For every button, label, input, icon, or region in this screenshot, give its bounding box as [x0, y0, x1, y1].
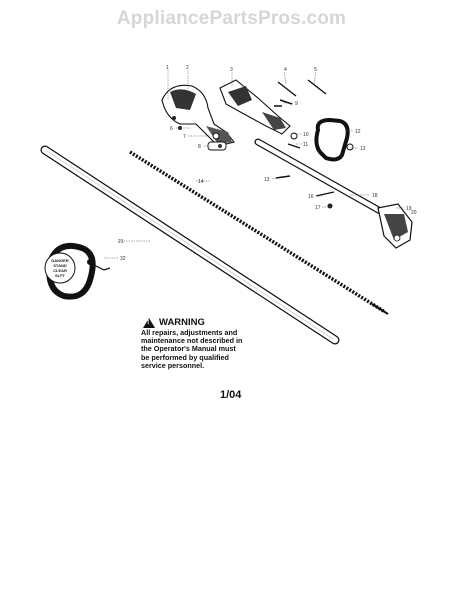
callout-8: 8 [198, 144, 201, 150]
warning-line: service personnel. [141, 360, 205, 370]
warning-line: be performed by qualified [141, 352, 229, 362]
page-number: 1/04 [220, 389, 242, 401]
callout-10: 10 [303, 132, 309, 138]
drive-shaft-housing [45, 150, 335, 340]
callout-17: 17 [315, 205, 321, 211]
callout-4: 4 [284, 67, 287, 73]
warning-triangle-icon [143, 318, 155, 328]
callout-18: 18 [372, 193, 378, 199]
loop-handle [316, 120, 347, 159]
callout-19: 19 [406, 206, 412, 212]
decal-line-2: STAND [53, 263, 67, 268]
decal-line-4: SLFT [55, 273, 65, 278]
callout-32: 32 [120, 256, 126, 262]
callout-13: 13 [360, 146, 366, 152]
callout-14: 14 [198, 179, 204, 185]
decal-line-3: CLEAR [53, 268, 67, 273]
warning-line: maintenance not described in [141, 336, 243, 346]
callout-9: 9 [295, 101, 298, 107]
warning-line: the Operator's Manual must [141, 344, 236, 354]
warning-heading [143, 318, 261, 328]
warning-notice [141, 318, 261, 370]
decal-line-1: DANGER [51, 258, 69, 263]
callout-16: 16 [308, 194, 314, 200]
callout-5: 5 [314, 67, 317, 73]
callout-7: 7 [183, 134, 186, 140]
callout-21: 21 [118, 239, 124, 245]
handle-assembly [162, 80, 290, 146]
callout-6: 6 [170, 126, 173, 132]
callout-20: 20 [411, 210, 417, 216]
callout-3: 3 [230, 67, 233, 73]
watermark: AppliancePartsPros.com [116, 8, 347, 29]
callout-13b: 13 [264, 177, 270, 183]
warning-line: All repairs, adjustments and [141, 328, 238, 337]
warning-title: WARNING [159, 316, 205, 328]
callout-1: 1 [166, 65, 169, 71]
callout-12: 12 [355, 129, 361, 135]
callout-11: 11 [303, 142, 309, 148]
callout-2: 2 [186, 65, 189, 71]
